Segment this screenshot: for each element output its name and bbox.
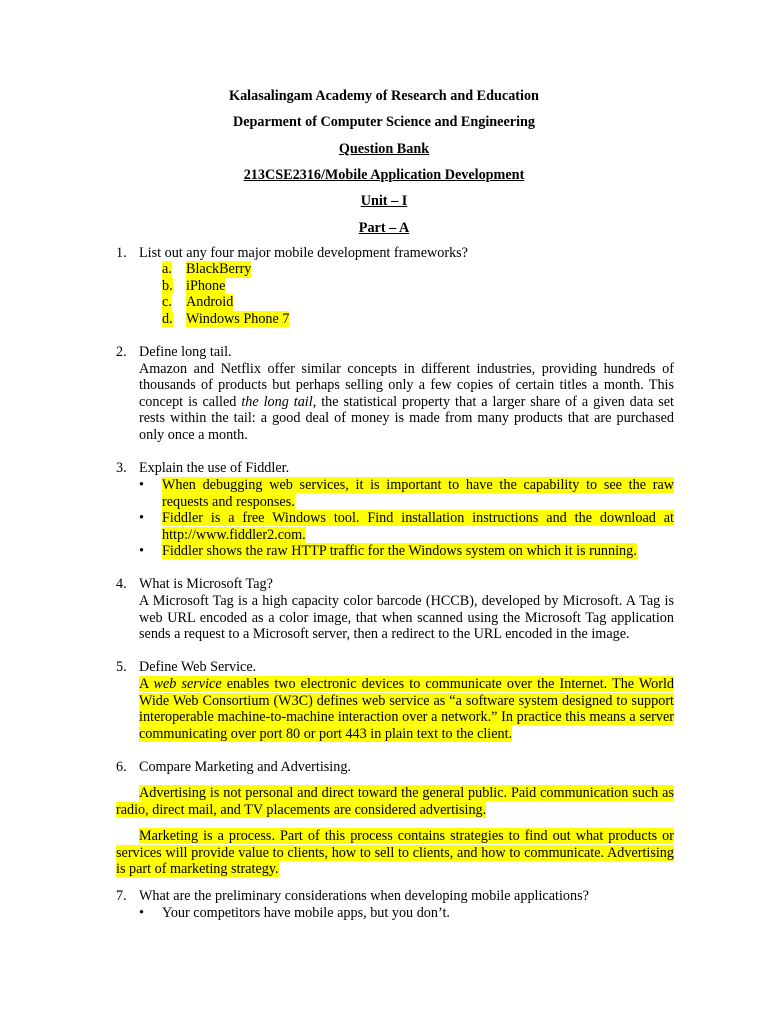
bullet-dot-icon: • — [139, 510, 144, 526]
bullet-item — [139, 510, 674, 543]
list-item-text: iPhone — [186, 277, 226, 294]
department-title: Deparment of Computer Science and Engineering — [233, 114, 535, 130]
bullet-dot-icon: • — [139, 477, 144, 493]
question-text: Explain the use of Fiddler. — [139, 460, 290, 476]
question-number: 6. — [116, 759, 127, 775]
question-number: 3. — [116, 460, 127, 476]
question-text: Define long tail. — [139, 344, 232, 360]
list-marker: b. — [162, 277, 173, 294]
question-number: 2. — [116, 344, 127, 360]
answer-text: A web service enables two electronic devices to communicate over the Internet. The World Wide Web Consortium (W3C) defines web service as “a software system designed to support interoperable machine-to-machine interaction over a network.” In practice this means a server communicating over port 80 or port 443 in plain text to the client. — [139, 676, 674, 742]
bullet-item — [139, 477, 674, 510]
question-number: 4. — [116, 576, 127, 592]
course-title: 213CSE2316/Mobile Application Development — [243, 167, 525, 183]
list-marker: a. — [162, 261, 172, 277]
unit-heading: Unit – I — [360, 193, 408, 209]
question-text: Define Web Service. — [139, 659, 257, 675]
list-marker: c. — [162, 294, 172, 310]
list-marker: d. — [162, 310, 173, 327]
institution-title: Kalasalingam Academy of Research and Education — [229, 88, 539, 104]
question-number: 5. — [116, 659, 127, 675]
list-item-text: BlackBerry — [186, 261, 252, 277]
bullet-dot-icon: • — [139, 905, 144, 921]
question-text: What is Microsoft Tag? — [139, 576, 273, 592]
list-item-text: Windows Phone 7 — [186, 310, 290, 327]
question-number: 7. — [116, 888, 127, 904]
doc-title: Question Bank — [338, 141, 430, 157]
answer-paragraph: Advertising is not personal and direct toward the general public. Paid communication such as radio, direct mail, and TV placements are considered advertising. — [116, 785, 674, 818]
question-text: List out any four major mobile development frameworks? — [139, 245, 468, 261]
emphasis-term: the long tail — [241, 393, 313, 410]
bullet-item — [139, 543, 674, 560]
bullet-dot-icon: • — [139, 543, 144, 559]
question-number: 1. — [116, 245, 127, 261]
part-heading: Part – A — [358, 220, 410, 236]
bullet-text: Fiddler is a free Windows tool. Find installation instructions and the download at http://www.fiddler2.com. — [162, 510, 674, 543]
list-item-text: Android — [186, 294, 234, 310]
bullet-item — [139, 905, 674, 922]
question-text: What are the preliminary considerations when developing mobile applications? — [139, 888, 589, 904]
bullet-text: When debugging web services, it is important to have the capability to see the raw requests and responses. — [162, 477, 674, 510]
answer-text: Amazon and Netflix offer similar concepts in different industries, providing hundreds of thousands of products but perhaps selling only a few copies of certain titles a month. This concept is called the long tail, the statistical property that a larger share of a given data set rests within the tail: a good deal of money is made from many products that are purchased only once a month. — [139, 360, 674, 443]
question-text: Compare Marketing and Advertising. — [139, 759, 351, 775]
bullet-text: Your competitors have mobile apps, but you don’t. — [162, 905, 450, 921]
emphasis-term: web service — [153, 676, 222, 692]
answer-paragraph: Marketing is a process. Part of this process contains strategies to find out what products or services will provide value to clients, how to sell to clients, and how to communicate. Advertising is part of marketing strategy. — [116, 828, 674, 877]
answer-text: A Microsoft Tag is a high capacity color barcode (HCCB), developed by Microsoft. A Tag is web URL encoded as a color image, that when scanned using the Microsoft Tag application sends a request to a Microsoft server, then a redirect to the URL encoded in the image. — [139, 593, 674, 642]
bullet-text: Fiddler shows the raw HTTP traffic for the Windows system on which it is running. — [162, 543, 637, 559]
